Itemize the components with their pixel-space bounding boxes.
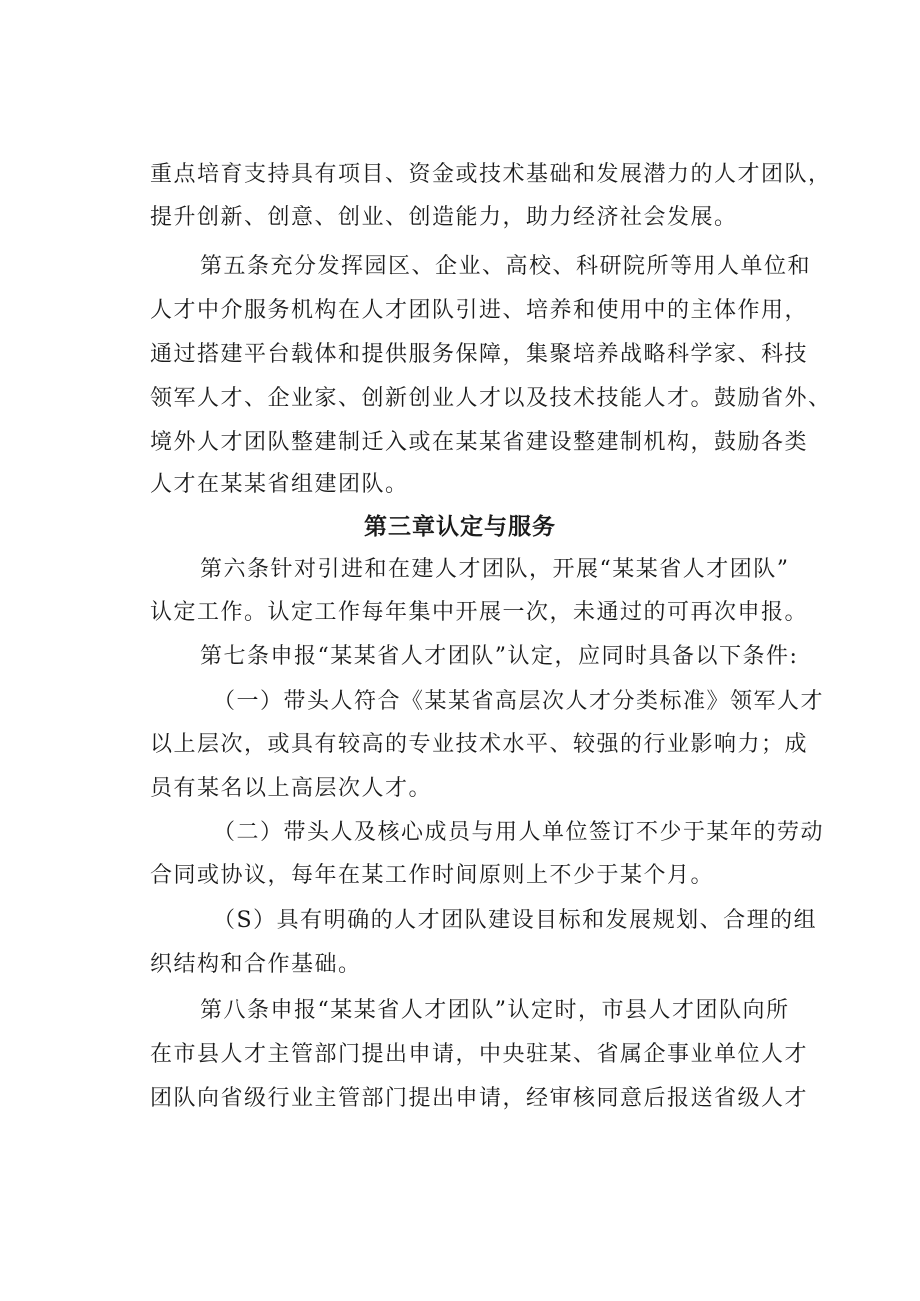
- item-2-first-line: （二）带头人及核心成员与用人单位签订不少于某年的劳动: [213, 820, 825, 845]
- chapter-heading: 第三章认定与服务: [364, 514, 556, 540]
- article-8-first-line: 第八条申报“某某省人才团队”认定时，市县人才团队向所: [200, 998, 790, 1023]
- text-line: 提升创新、创意、创业、创造能力，助力经济社会发展。: [150, 205, 738, 230]
- text-line: 认定工作。认定工作每年集中开展一次，未通过的可再次申报。: [150, 600, 809, 625]
- article-6-first-line: 第六条针对引进和在建人才团队，开展“某某省人才团队”: [200, 557, 790, 582]
- text-line: 员有某名以上高层次人才。: [150, 776, 433, 801]
- text-line: 合同或协议，每年在某工作时间原则上不少于某个月。: [150, 863, 715, 888]
- item-3-first-line: （S）具有明确的人才团队建设目标和发展规划、合理的组: [213, 908, 818, 933]
- text-line: 重点培育支持具有项目、资金或技术基础和发展潜力的人才团队，: [150, 162, 832, 187]
- text-line: 境外人才团队整建制迁入或在某某省建设整建制机构，鼓励各类: [150, 430, 809, 455]
- text-line: 人才中介服务机构在人才团队引进、培养和使用中的主体作用，: [150, 298, 809, 323]
- article-7-first-line: 第七条申报“某某省人才团队”认定，应同时具备以下条件:: [200, 644, 799, 669]
- item-1-first-line: （一）带头人符合《某某省高层次人才分类标准》领军人才: [213, 689, 825, 714]
- text-line: 通过搭建平台载体和提供服务保障，集聚培养战略科学家、科技: [150, 342, 809, 367]
- text-line: 在市县人才主管部门提出申请，中央驻某、省属企事业单位人才: [150, 1042, 809, 1067]
- text-line: 团队向省级行业主管部门提出申请，经审核同意后报送省级人才: [150, 1086, 809, 1111]
- text-line: 织结构和合作基础。: [150, 952, 362, 977]
- article-5-first-line: 第五条充分发挥园区、企业、高校、科研院所等用人单位和: [200, 254, 812, 279]
- text-line: 以上层次，或具有较高的专业技术水平、较强的行业影响力；成: [150, 732, 809, 757]
- text-line: 人才在某某省组建团队。: [150, 472, 409, 497]
- text-line: 领军人才、企业家、创新创业人才以及技术技能人才。鼓励省外、: [150, 386, 832, 411]
